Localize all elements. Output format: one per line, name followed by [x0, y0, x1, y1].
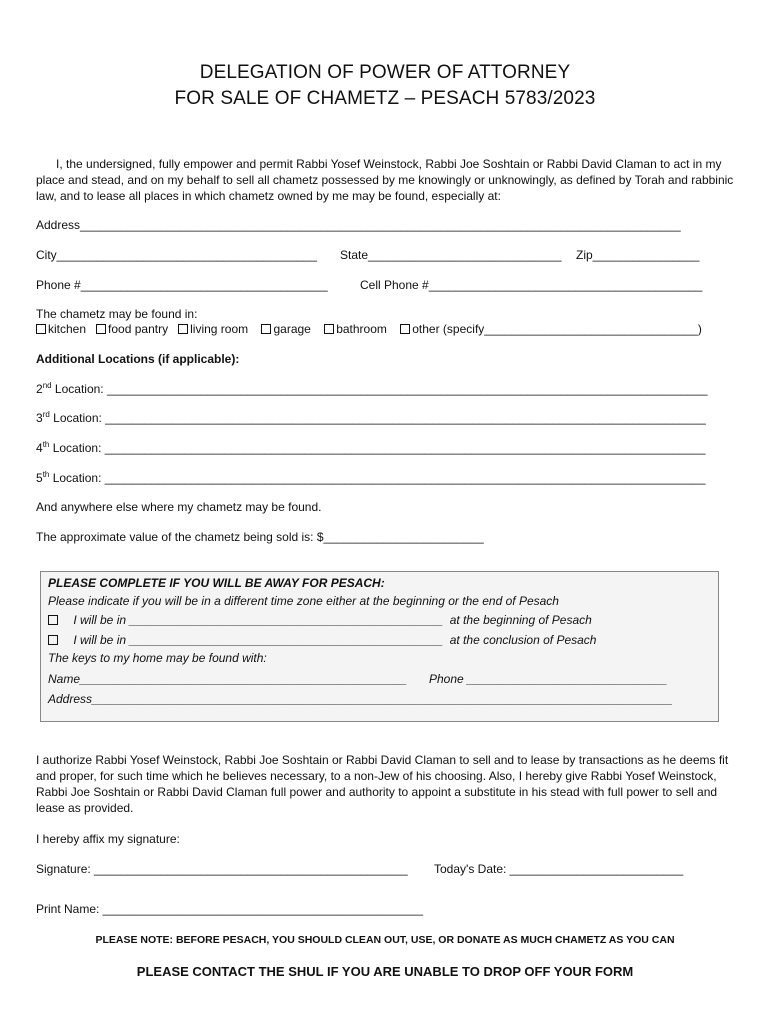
checkbox-garage[interactable]: garage [261, 322, 310, 336]
phone-field[interactable]: Phone #_____________________________________ [36, 278, 328, 292]
checkbox-icon [178, 324, 188, 334]
location-checkbox-row [36, 322, 702, 336]
keys-label: The keys to my home may be found with: [48, 651, 267, 665]
todays-date-field[interactable]: Today's Date: __________________________ [434, 862, 684, 876]
away-instruction: Please indicate if you will be in a different time zone either at the beginning or the end of Pesach [48, 594, 559, 608]
approximate-value-field[interactable]: The approximate value of the chametz being sold is: $________________________ [36, 530, 484, 544]
away-conclusion-row[interactable]: I will be in _______________________________________________ at the conclusion of Pesach [48, 633, 596, 647]
state-field[interactable]: State_____________________________ [340, 248, 562, 262]
print-name-field[interactable]: Print Name: ________________________________________________ [36, 902, 424, 916]
checkbox-bathroom[interactable]: bathroom [324, 322, 387, 336]
signature-field[interactable]: Signature: _______________________________________________ [36, 862, 408, 876]
keys-address-field[interactable]: Address_______________________________________________________________________________________ [48, 692, 673, 706]
authorization-paragraph: I authorize Rabbi Yosef Weinstock, Rabbi Joe Soshtain or Rabbi David Claman to sell and to lease by transactions as he deems fit and proper, for such time which he believes necessary, to a non-Jew of his choosing. Also, I hereby give Rabbi Yosef Weinstock, Rabbi Joe Soshtain or Rabbi David Claman full power and authority to appoint a substitute in his stead with full power to sell and lease as provided. [36, 753, 729, 815]
chametz-found-label: The chametz may be found in: [36, 307, 198, 321]
away-for-pesach-box [40, 571, 719, 722]
checkbox-icon [261, 324, 271, 334]
keys-name-field[interactable]: Name_________________________________________________ [48, 672, 408, 686]
additional-location-5[interactable]: 5th Location: __________________________________________________________________________________________ [36, 470, 706, 485]
anywhere-statement: And anywhere else where my chametz may be found. [36, 500, 322, 514]
keys-phone-field[interactable]: Phone ______________________________ [429, 672, 668, 686]
address-field[interactable]: Address__________________________________________________________________________________________ [36, 218, 681, 232]
city-field[interactable]: City_______________________________________ [36, 248, 317, 262]
checkbox-other[interactable]: other (specify________________________________) [400, 322, 702, 336]
cell-phone-field[interactable]: Cell Phone #_________________________________________ [360, 278, 703, 292]
contact-shul-notice: PLEASE CONTACT THE SHUL IF YOU ARE UNABLE TO DROP OFF YOUR FORM [136, 964, 634, 979]
checkbox-icon [36, 324, 46, 334]
checkbox-icon [400, 324, 410, 334]
away-beginning-row[interactable]: I will be in _______________________________________________ at the beginning of Pesach [48, 613, 592, 627]
form-title-line2: FOR SALE OF CHAMETZ – PESACH 5783/2023 [174, 88, 596, 109]
intro-paragraph: I, the undersigned, fully empower and permit Rabbi Yosef Weinstock, Rabbi Joe Soshtain or Rabbi David Claman to act in my place and stead, and on my behalf to sell all chametz possessed by me knowingly or unknowingly, as defined by Torah and rabbinic law, and to lease all places in which chametz owned by me may be found, especially at: [36, 157, 734, 203]
additional-location-4[interactable]: 4th Location: __________________________________________________________________________________________ [36, 440, 706, 455]
checkbox-food-pantry[interactable]: food pantry [96, 322, 168, 336]
zip-field[interactable]: Zip________________ [576, 248, 700, 262]
checkbox-kitchen[interactable]: kitchen [36, 322, 86, 336]
checkbox-icon [48, 635, 58, 645]
additional-location-3[interactable]: 3rd Location: __________________________________________________________________________________________ [36, 410, 706, 425]
affix-signature-label: I hereby affix my signature: [36, 832, 180, 846]
pesach-note: PLEASE NOTE: BEFORE PESACH, YOU SHOULD CLEAN OUT, USE, OR DONATE AS MUCH CHAMETZ AS YOU CAN [95, 934, 675, 946]
checkbox-living-room[interactable]: living room [178, 322, 248, 336]
checkbox-icon [96, 324, 106, 334]
form-title-line1: DELEGATION OF POWER OF ATTORNEY [199, 62, 571, 83]
checkbox-icon [324, 324, 334, 334]
additional-location-2[interactable]: 2nd Location: __________________________________________________________________________________________ [36, 381, 708, 396]
away-heading: PLEASE COMPLETE IF YOU WILL BE AWAY FOR PESACH: [48, 576, 385, 590]
additional-locations-heading: Additional Locations (if applicable): [36, 352, 240, 366]
checkbox-icon [48, 615, 58, 625]
